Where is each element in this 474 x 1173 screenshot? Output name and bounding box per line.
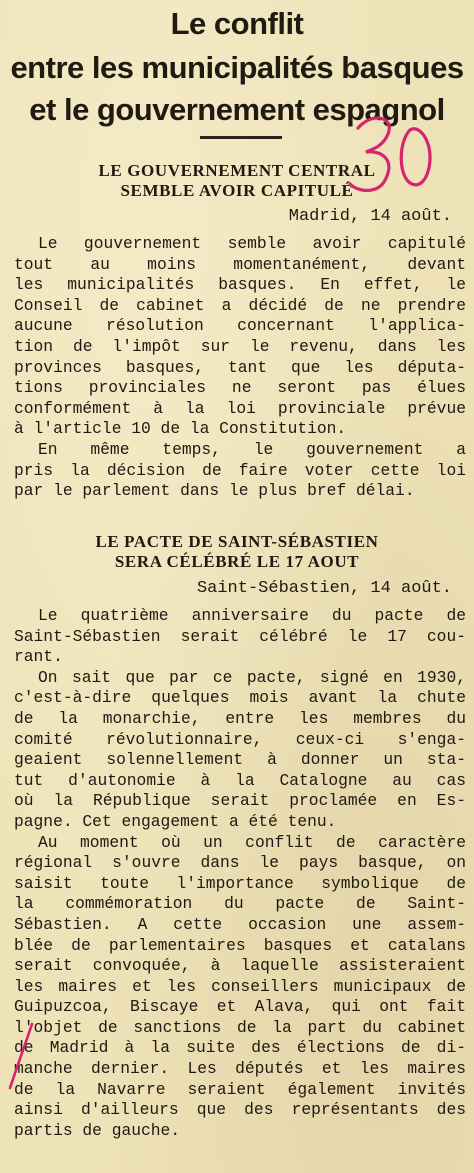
section1-body: [14, 234, 466, 502]
body-line: Au moment où un conflit de caractère: [38, 832, 466, 852]
body-line: Saint-Sébastien serait célébré le 17 cou-: [14, 626, 466, 646]
body-line: à l'article 10 de la Constitution.: [14, 419, 347, 439]
section1-subhead-line-2: SEMBLE AVOIR CAPITULÉ: [120, 181, 354, 200]
body-line: par le parlement dans le plus bref délai.: [14, 481, 415, 501]
body-line: Sébastien. A cette occasion une assem-: [14, 914, 466, 934]
body-line: geaient solennellement à donner un sta-: [14, 750, 466, 770]
body-line: Conseil de cabinet a décidé de ne prendre: [14, 295, 466, 315]
handwritten-0-stroke: [401, 129, 430, 185]
body-line: blée de parlementaires basques et catalans: [14, 935, 466, 955]
section1-dateline: Madrid, 14 août.: [288, 207, 452, 226]
body-line: aucune résolution concernant l'applica-: [14, 316, 466, 336]
body-line: En même temps, le gouvernement a: [38, 439, 466, 459]
headline-line-2: entre les municipalités basques: [10, 50, 464, 85]
body-line: Le gouvernement semble avoir capitulé: [38, 234, 466, 253]
body-line: tion de l'impôt sur le revenu, dans les: [14, 336, 466, 356]
headline-rule: [200, 136, 282, 139]
margin-tick-mark: [4, 1020, 38, 1092]
body-line: où la République serait proclamée en Es-: [14, 791, 466, 811]
handwritten-number-annotation: [340, 100, 440, 210]
body-line: ainsi d'ailleurs que des représentants des: [14, 1100, 466, 1120]
body-line: tout au moins momentanément, devant: [14, 254, 466, 274]
body-line: rant.: [14, 647, 63, 667]
body-line: les municipalités basques. En effet, le: [14, 275, 466, 295]
body-line: les maires et les conseillers municipaux de: [14, 976, 466, 996]
section1-subhead-line-1: LE GOUVERNEMENT CENTRAL: [98, 161, 376, 180]
body-line: tions provinciales ne seront pas élues: [14, 378, 466, 398]
body-line: serait convoquée, à laquelle assisteraient: [14, 956, 466, 976]
body-line: la commémoration du pacte de Saint-: [14, 894, 466, 914]
body-line: provinces basques, tant que les députa-: [14, 357, 466, 377]
body-line: l'objet de sanctions de la part du cabinet: [14, 1017, 466, 1037]
body-line: conformément à la loi provinciale prévue: [14, 398, 466, 418]
section2-dateline: Saint-Sébastien, 14 août.: [196, 579, 452, 598]
body-line: de la Navarre seraient également invités: [14, 1079, 466, 1099]
body-line: Guipuzcoa, Biscaye et Alava, qui ont fait: [14, 997, 466, 1017]
section2-body: [14, 606, 466, 1141]
body-line: pagne. Cet engagement a été tenu.: [14, 811, 337, 831]
headline-line-1: Le conflit: [170, 6, 304, 41]
body-line: tut d'autonomie à la Catalogne au cas: [14, 770, 466, 790]
body-line: de la monarchie, entre les membres du: [14, 708, 466, 728]
body-line: manche dernier. Les députés et les maires: [14, 1059, 466, 1079]
body-line: régional s'ouvre dans le pays basque, on: [14, 853, 466, 873]
body-line: Le quatrième anniversaire du pacte de: [38, 606, 466, 625]
body-line: c'est-à-dire quelques mois avant la chute: [14, 688, 466, 708]
body-line: comité révolutionnaire, ceux-ci s'enga-: [14, 729, 466, 749]
section2-subhead-line-1: LE PACTE DE SAINT-SÉBASTIEN: [95, 532, 379, 551]
section2-subhead-line-2: SERA CÉLÉBRÉ LE 17 AOUT: [114, 552, 360, 571]
body-line: de Madrid à la suite des élections de di-: [14, 1038, 466, 1058]
headline-line-3: et le gouvernement espagnol: [29, 92, 445, 127]
body-line: saisit toute l'importance symbolique de: [14, 873, 466, 893]
body-line: partis de gauche.: [14, 1120, 181, 1140]
body-line: On sait que par ce pacte, signé en 1930,: [38, 667, 466, 687]
body-line: pris la décision de faire voter cette loi: [14, 460, 466, 480]
handwritten-3-stroke: [350, 118, 389, 191]
